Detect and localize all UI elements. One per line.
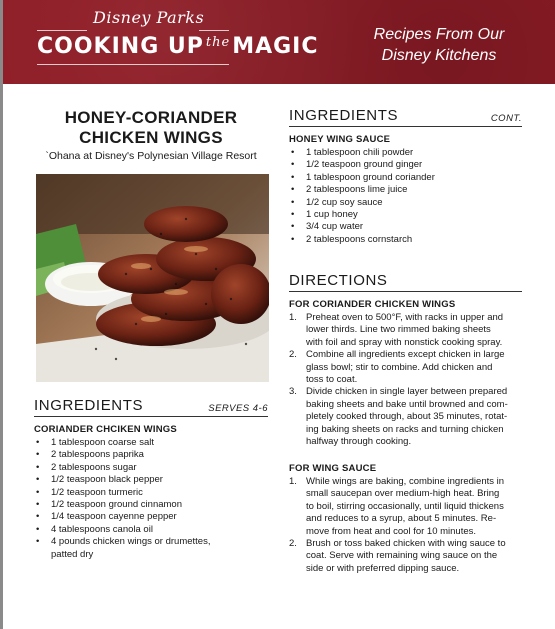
tagline — [349, 24, 529, 66]
honey-sauce-ingredients — [289, 134, 522, 246]
logo-word-right: MAGIC — [232, 34, 319, 59]
list-item: • 1 cup honey — [289, 209, 522, 221]
step-item — [289, 538, 522, 575]
step-line: with foil and spray with nonstick cooking spray. — [306, 336, 503, 348]
coriander-directions-title: FOR CORIANDER CHICKEN WINGS — [289, 299, 456, 310]
recipe-location: `Ohana at Disney's Polynesian Village Resort — [45, 150, 257, 162]
directions-heading-row — [289, 273, 522, 292]
list-item: • 2 tablespoons paprika — [34, 449, 268, 461]
recipe-title-line: HONEY-CORIANDER — [64, 108, 238, 127]
page-left-edge — [0, 0, 3, 629]
chicken-wings-photo — [36, 174, 269, 382]
step-line: Combine all ingredients except chicken in large — [306, 349, 505, 361]
recipe-title-line: CHICKEN WINGS — [79, 128, 223, 147]
list-item: • 1/2 cup soy sauce — [289, 197, 522, 209]
directions-heading: DIRECTIONS — [289, 272, 388, 289]
step-line: to boil, stirring occasionally, until liquid thickens — [306, 500, 504, 512]
recipe-title — [34, 108, 268, 148]
step-line: While wings are baking, combine ingredients in — [306, 476, 505, 487]
list-item: • 1/2 teaspoon turmeric — [34, 487, 268, 499]
tagline-line: Disney Kitchens — [381, 47, 497, 64]
list-item: • 1/2 teaspoon black pepper — [34, 474, 268, 486]
logo-rule-top — [199, 30, 229, 31]
step-item — [289, 476, 522, 538]
coriander-steps — [289, 312, 522, 448]
list-item-line: patted dry — [51, 548, 94, 560]
list-item: • 2 tablespoons lime juice — [289, 184, 522, 196]
step-number: 2. — [289, 538, 297, 550]
step-line: ing baking sheets on racks and turning chicken — [306, 423, 504, 435]
sauce-steps — [289, 476, 522, 575]
step-line: lower thirds. Line two rimmed baking sheets — [306, 324, 491, 336]
step-item — [289, 349, 522, 386]
step-number: 1. — [289, 476, 297, 487]
logo-rule-bottom — [37, 64, 229, 65]
sauce-directions — [289, 463, 522, 575]
logo-word-the: the — [205, 35, 231, 50]
list-item: • 1 tablespoon ground coriander — [289, 172, 522, 184]
sauce-directions-title: FOR WING SAUCE — [289, 463, 377, 474]
step-line: side or with preferred dipping sauce. — [306, 562, 460, 574]
disney-parks-logo: Disney Parks — [93, 8, 205, 27]
step-line: Brush or toss baked chicken with wing sauce to — [306, 538, 506, 550]
list-item-line: 4 pounds chicken wings or drumettes, — [51, 536, 211, 548]
step-number: 2. — [289, 349, 297, 361]
step-line: baking sheets and bake until browned and com- — [306, 398, 508, 410]
step-line: and reduces to a syrup, about 5 minutes. Re- — [306, 513, 497, 525]
coriander-ingredient-list — [34, 437, 268, 561]
ingredients-cont-heading-row — [289, 108, 522, 127]
chicken-wings-photo-art — [36, 174, 269, 382]
list-item: • 1/4 teaspoon cayenne pepper — [34, 511, 268, 523]
list-item: • 3/4 cup water — [289, 221, 522, 233]
ingredients-heading-row — [34, 398, 268, 417]
list-item: • 1 tablespoon chili powder — [289, 147, 522, 159]
coriander-directions — [289, 299, 522, 448]
ingredients-cont-heading: INGREDIENTS — [289, 107, 399, 124]
header-banner — [3, 0, 555, 84]
list-item: • 1/2 teaspoon ground ginger — [289, 159, 522, 171]
step-line: halfway through cooking. — [306, 436, 412, 448]
step-line: Preheat oven to 500°F, with racks in upper and — [306, 312, 504, 323]
step-line: move from heat and cool for 10 minutes. — [306, 525, 477, 537]
list-item: • 4 tablespoons canola oil — [34, 524, 268, 536]
step-line: pletely cooked through, about 35 minutes, rotat- — [306, 411, 508, 423]
cooking-up-the-magic-logo — [37, 34, 319, 59]
coriander-ingredients — [34, 424, 268, 561]
step-item — [289, 386, 522, 448]
honey-sauce-list — [289, 147, 522, 246]
logo-rule-top — [37, 30, 87, 31]
step-line: coat. Serve with remaining wing sauce on the — [306, 550, 498, 562]
list-item: • 1/2 teaspoon ground cinnamon — [34, 499, 268, 511]
step-number: 1. — [289, 312, 297, 323]
serves-note: SERVES 4-6 — [208, 403, 268, 414]
step-item — [289, 312, 522, 349]
cont-note: CONT. — [490, 113, 522, 124]
logo-word-left: COOKING UP — [37, 34, 204, 59]
list-item — [34, 536, 268, 561]
tagline-line: Recipes From Our — [373, 26, 505, 43]
list-item: • 1 tablespoon coarse salt — [34, 437, 268, 449]
list-item: • 2 tablespoons sugar — [34, 462, 268, 474]
ingredients-heading: INGREDIENTS — [34, 397, 144, 414]
step-number: 3. — [289, 386, 297, 398]
honey-sauce-title: HONEY WING SAUCE — [289, 134, 391, 145]
step-line: small saucepan over medium-high heat. Bring — [306, 488, 500, 500]
step-line: Divide chicken in single layer between prepared — [306, 386, 508, 398]
list-item: • 2 tablespoons cornstarch — [289, 234, 522, 246]
step-line: toss to coat. — [306, 374, 358, 386]
step-line: glass bowl; stir to combine. Add chicken and — [306, 361, 493, 373]
coriander-ingredients-title: CORIANDER CHCIKEN WINGS — [34, 424, 177, 435]
